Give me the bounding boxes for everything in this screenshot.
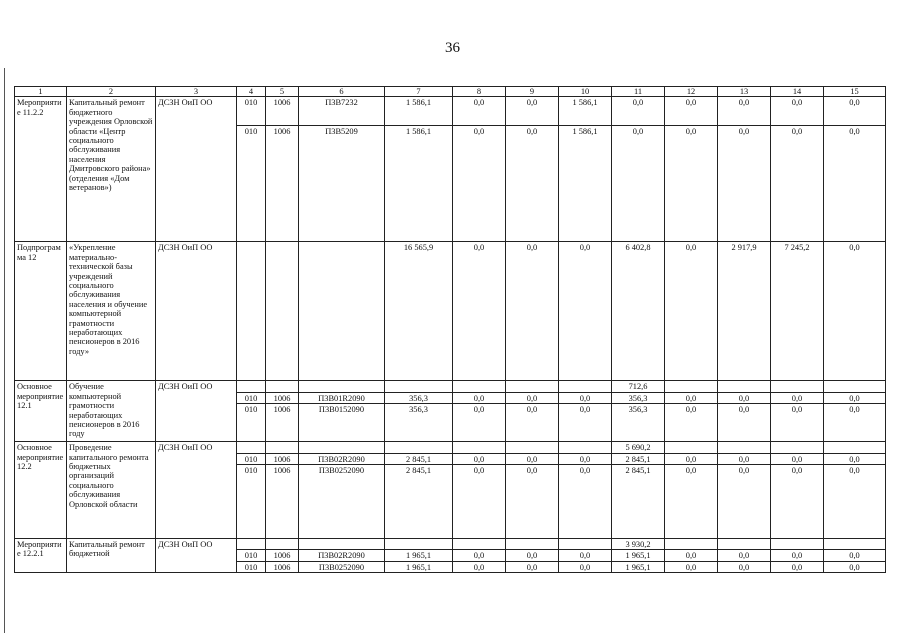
data-cell: 0,0 <box>824 392 886 403</box>
data-cell: 0,0 <box>453 126 506 242</box>
data-cell: 16 565,9 <box>385 242 453 381</box>
data-cell: 0,0 <box>718 392 771 403</box>
data-cell: 0,0 <box>506 404 559 442</box>
header-row <box>15 87 886 97</box>
data-cell: 0,0 <box>824 404 886 442</box>
row-type-cell: Основное мероприятие 12.2 <box>15 442 67 539</box>
data-cell: 6 402,8 <box>612 242 665 381</box>
data-cell <box>718 539 771 550</box>
table-row <box>15 381 886 392</box>
header-cell: 6 <box>299 87 385 97</box>
header-cell: 1 <box>15 87 67 97</box>
data-cell: 0,0 <box>665 97 718 126</box>
row-executor-cell: ДСЗН ОиП ОО <box>156 539 237 573</box>
data-cell <box>824 381 886 392</box>
data-cell: 010 <box>237 465 266 539</box>
data-cell <box>824 539 886 550</box>
data-cell <box>453 539 506 550</box>
data-cell: 0,0 <box>771 392 824 403</box>
row-executor-cell: ДСЗН ОиП ОО <box>156 381 237 442</box>
page-number: 36 <box>445 40 460 56</box>
row-name-cell: Капитальный ремонт бюджетной <box>67 539 156 573</box>
data-cell <box>559 539 612 550</box>
row-executor-cell: ДСЗН ОиП ОО <box>156 97 237 242</box>
data-cell: 1 965,1 <box>612 561 665 572</box>
data-cell: 356,3 <box>385 404 453 442</box>
page-edge-line <box>4 68 5 633</box>
data-cell: 0,0 <box>665 392 718 403</box>
data-cell: П3В0252090 <box>299 561 385 572</box>
data-cell: 0,0 <box>453 97 506 126</box>
data-cell: 0,0 <box>559 392 612 403</box>
data-cell: 0,0 <box>718 404 771 442</box>
data-cell: 0,0 <box>665 465 718 539</box>
data-cell: 356,3 <box>385 392 453 403</box>
data-cell: 0,0 <box>559 404 612 442</box>
data-cell: П3В5209 <box>299 126 385 242</box>
data-cell: 356,3 <box>612 392 665 403</box>
data-cell: 0,0 <box>559 465 612 539</box>
header-cell: 5 <box>266 87 299 97</box>
data-cell: 0,0 <box>824 550 886 561</box>
data-cell: 7 245,2 <box>771 242 824 381</box>
data-cell <box>771 442 824 453</box>
data-cell <box>559 442 612 453</box>
data-cell: 010 <box>237 561 266 572</box>
table-row <box>15 242 886 381</box>
data-cell: 010 <box>237 392 266 403</box>
table-row <box>15 97 886 126</box>
data-cell <box>299 539 385 550</box>
data-cell: 010 <box>237 404 266 442</box>
header-cell: 3 <box>156 87 237 97</box>
data-cell <box>385 381 453 392</box>
data-cell: 010 <box>237 126 266 242</box>
data-cell: 0,0 <box>506 453 559 464</box>
data-cell: 0,0 <box>506 242 559 381</box>
data-cell: П3В0152090 <box>299 404 385 442</box>
data-cell <box>237 381 266 392</box>
data-cell: 0,0 <box>453 465 506 539</box>
data-cell: 1 586,1 <box>559 126 612 242</box>
data-cell: 1 586,1 <box>559 97 612 126</box>
data-cell: 0,0 <box>824 97 886 126</box>
data-cell <box>237 242 266 381</box>
data-cell: 0,0 <box>718 453 771 464</box>
data-cell: 356,3 <box>612 404 665 442</box>
header-cell: 8 <box>453 87 506 97</box>
data-cell <box>718 381 771 392</box>
data-cell: 0,0 <box>771 453 824 464</box>
data-cell <box>665 539 718 550</box>
data-cell <box>237 442 266 453</box>
data-cell: 0,0 <box>665 550 718 561</box>
data-cell: 0,0 <box>771 561 824 572</box>
data-cell: 5 690,2 <box>612 442 665 453</box>
header-cell: 12 <box>665 87 718 97</box>
data-cell: 0,0 <box>824 242 886 381</box>
data-cell: 0,0 <box>506 392 559 403</box>
data-cell: 2 845,1 <box>612 465 665 539</box>
data-cell: 0,0 <box>506 97 559 126</box>
header-cell: 14 <box>771 87 824 97</box>
row-type-cell: Подпрограмма 12 <box>15 242 67 381</box>
data-cell: 010 <box>237 453 266 464</box>
data-cell: 1 586,1 <box>385 97 453 126</box>
data-cell <box>506 539 559 550</box>
data-cell <box>453 381 506 392</box>
data-cell: 1006 <box>266 392 299 403</box>
data-cell: 0,0 <box>665 242 718 381</box>
header-cell: 2 <box>67 87 156 97</box>
data-cell: 1006 <box>266 404 299 442</box>
data-cell: П3В02R2090 <box>299 550 385 561</box>
data-cell: 0,0 <box>453 392 506 403</box>
data-cell: 0,0 <box>718 465 771 539</box>
data-cell: 1 965,1 <box>612 550 665 561</box>
data-cell <box>266 539 299 550</box>
header-cell: 11 <box>612 87 665 97</box>
table-body <box>15 87 886 573</box>
data-cell: 0,0 <box>612 97 665 126</box>
data-cell: 0,0 <box>771 465 824 539</box>
row-name-cell: Обучение компьютерной грамотности неработающих пенсионеров в 2016 году <box>67 381 156 442</box>
data-cell: 712,6 <box>612 381 665 392</box>
data-cell: 0,0 <box>559 550 612 561</box>
row-name-cell: Капитальный ремонт бюджетного учреждения Орловской области «Центр социального обслуживания населения Дмитровского района» (отделения «Дом ветеранов») <box>67 97 156 242</box>
data-cell: 0,0 <box>718 126 771 242</box>
data-cell <box>824 442 886 453</box>
data-cell <box>266 381 299 392</box>
data-cell: 1006 <box>266 126 299 242</box>
header-cell: 13 <box>718 87 771 97</box>
data-cell: 0,0 <box>665 404 718 442</box>
data-cell: 0,0 <box>718 97 771 126</box>
data-cell: 0,0 <box>824 465 886 539</box>
data-cell <box>506 381 559 392</box>
data-cell: П3В02R2090 <box>299 453 385 464</box>
data-cell: П3В0252090 <box>299 465 385 539</box>
row-type-cell: Мероприятие 12.2.1 <box>15 539 67 573</box>
data-cell <box>385 442 453 453</box>
header-cell: 10 <box>559 87 612 97</box>
data-cell <box>665 442 718 453</box>
data-cell: 0,0 <box>506 465 559 539</box>
header-cell: 9 <box>506 87 559 97</box>
data-cell <box>266 242 299 381</box>
data-cell <box>237 539 266 550</box>
data-cell: 1006 <box>266 465 299 539</box>
data-cell: 0,0 <box>453 561 506 572</box>
header-cell: 7 <box>385 87 453 97</box>
data-cell: 1006 <box>266 561 299 572</box>
data-cell <box>299 242 385 381</box>
budget-table <box>14 86 886 573</box>
row-name-cell: «Укрепление материально-технической базы учреждений социального обслуживания населения и обучение компьютерной грамотности неработающих пенсионеров в 2016 году» <box>67 242 156 381</box>
data-cell <box>771 539 824 550</box>
data-cell: 0,0 <box>559 561 612 572</box>
table-row <box>15 442 886 453</box>
data-cell <box>506 442 559 453</box>
data-cell: 0,0 <box>824 561 886 572</box>
data-cell: 1006 <box>266 97 299 126</box>
header-cell: 15 <box>824 87 886 97</box>
data-cell: 0,0 <box>453 550 506 561</box>
data-cell <box>385 539 453 550</box>
row-executor-cell: ДСЗН ОиП ОО <box>156 442 237 539</box>
data-cell: 2 917,9 <box>718 242 771 381</box>
row-type-cell: Основное мероприятие 12.1 <box>15 381 67 442</box>
data-cell <box>718 442 771 453</box>
header-cell: 4 <box>237 87 266 97</box>
data-cell: 0,0 <box>771 404 824 442</box>
data-cell: 1 586,1 <box>385 126 453 242</box>
data-cell: 0,0 <box>771 97 824 126</box>
data-cell: 1006 <box>266 453 299 464</box>
data-cell: 2 845,1 <box>385 453 453 464</box>
data-cell: 2 845,1 <box>385 465 453 539</box>
data-cell: 010 <box>237 97 266 126</box>
data-cell: 0,0 <box>665 126 718 242</box>
data-cell: 2 845,1 <box>612 453 665 464</box>
table-row <box>15 539 886 550</box>
row-type-cell: Мероприятие 11.2.2 <box>15 97 67 242</box>
data-cell: 010 <box>237 550 266 561</box>
data-cell: 0,0 <box>506 126 559 242</box>
data-cell <box>453 442 506 453</box>
data-cell: 0,0 <box>771 550 824 561</box>
row-name-cell: Проведение капитального ремонта бюджетных организаций социального обслуживания Орловской области <box>67 442 156 539</box>
data-cell: 0,0 <box>559 453 612 464</box>
data-cell: 0,0 <box>771 126 824 242</box>
data-cell: П3В01R2090 <box>299 392 385 403</box>
data-cell: 0,0 <box>506 550 559 561</box>
data-cell: 0,0 <box>824 453 886 464</box>
data-cell: 3 930,2 <box>612 539 665 550</box>
data-cell: 1 965,1 <box>385 561 453 572</box>
data-cell: 0,0 <box>612 126 665 242</box>
data-cell: 0,0 <box>453 404 506 442</box>
data-cell: 0,0 <box>824 126 886 242</box>
data-cell <box>299 442 385 453</box>
data-cell: 0,0 <box>453 242 506 381</box>
data-cell: 0,0 <box>559 242 612 381</box>
data-cell <box>299 381 385 392</box>
data-cell: 0,0 <box>718 561 771 572</box>
data-cell: П3В7232 <box>299 97 385 126</box>
data-cell: 0,0 <box>453 453 506 464</box>
data-cell <box>559 381 612 392</box>
data-cell: 0,0 <box>718 550 771 561</box>
data-cell <box>266 442 299 453</box>
data-cell: 1006 <box>266 550 299 561</box>
data-cell: 0,0 <box>506 561 559 572</box>
data-cell: 1 965,1 <box>385 550 453 561</box>
data-cell: 0,0 <box>665 561 718 572</box>
data-cell <box>665 381 718 392</box>
data-cell <box>771 381 824 392</box>
row-executor-cell: ДСЗН ОиП ОО <box>156 242 237 381</box>
data-cell: 0,0 <box>665 453 718 464</box>
